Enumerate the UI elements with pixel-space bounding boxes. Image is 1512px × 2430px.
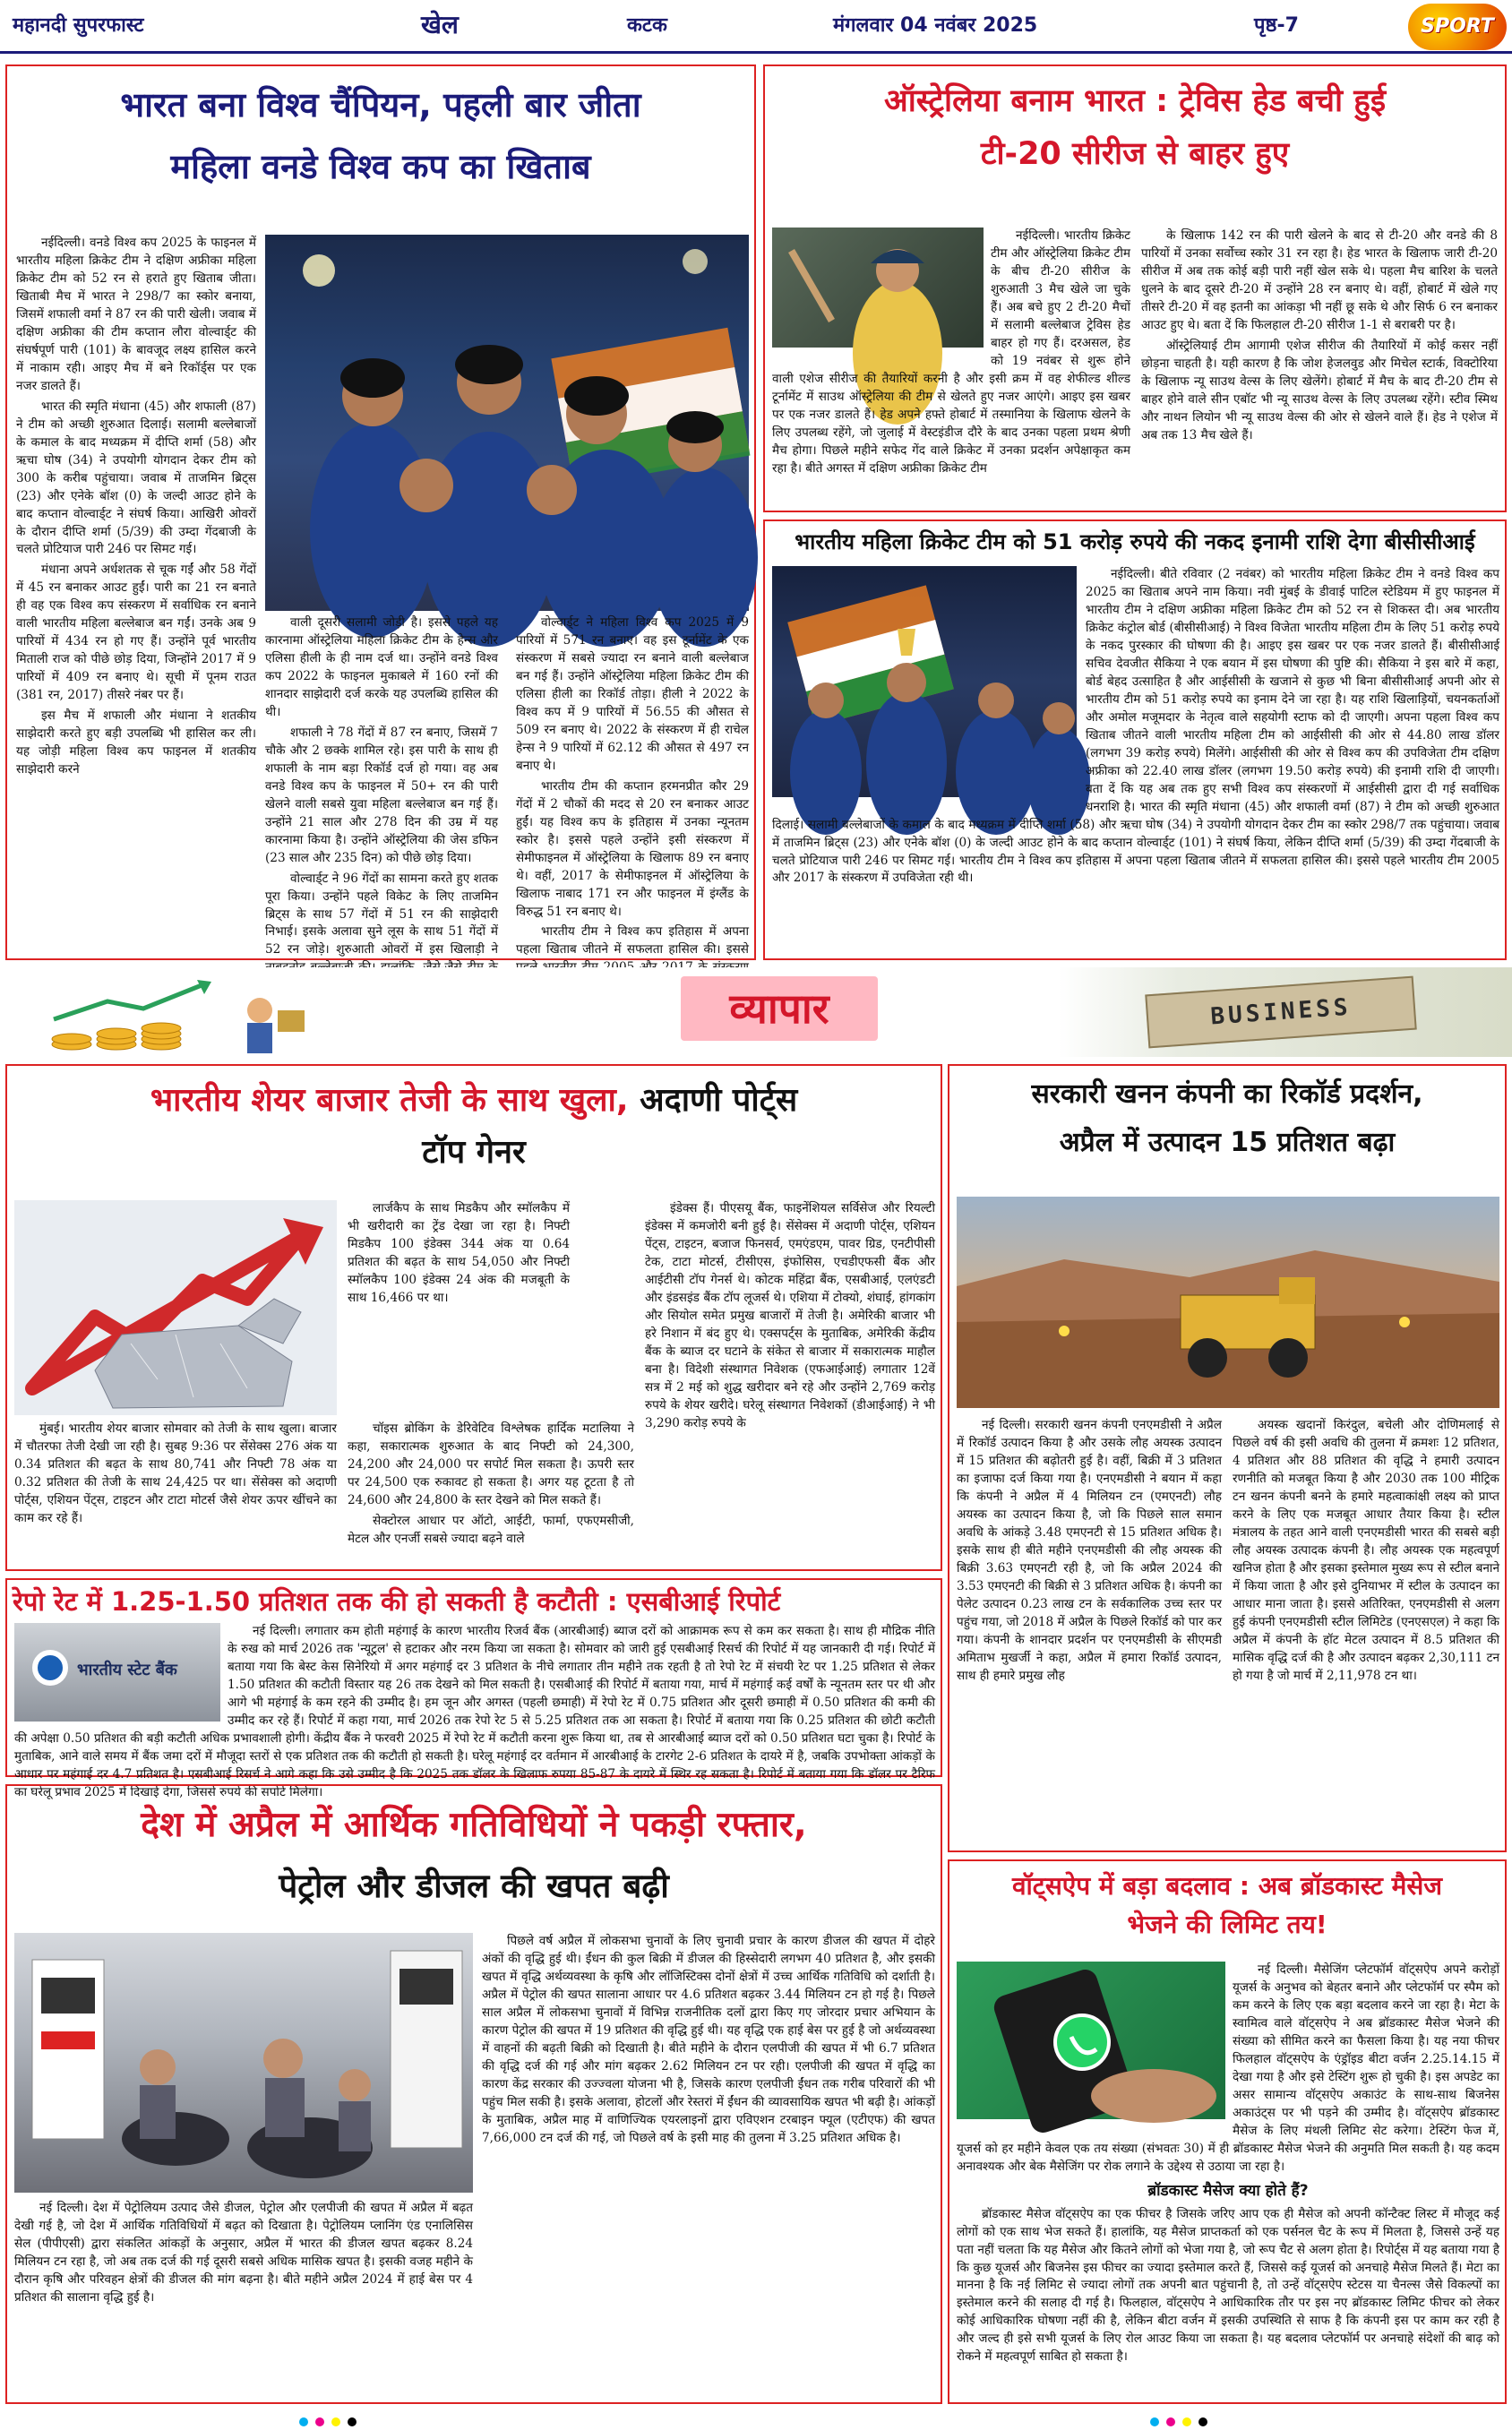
petrol-pump-photo [14,1933,473,2193]
color-dots-right [1147,2413,1211,2430]
article-column-2 [1233,1417,1499,1847]
article-column-1 [14,1421,337,1567]
para: भारत की स्मृति मंधाना (45) और शफाली (87) ने टीम को अच्छी शुरुआत दिलाई। सलामी बल्लेबाजों के कमाल के बाद मध्यक्रम में दीप्ति शर्मा (58) और ऋचा घोष (34) ने उपयोगी योगदान देकर टीम को 300 के करीब पहुंचाया। जवाब में ताजमिन ब्रिट्स (23) और एनेके बॉश (0) के जल्दी आउट होने के बाद कप्तान वोल्वार्ड्ट ने संघर्ष किया। आखिरी ओवरों के दौरान दीप्ति शर्मा (5/39) की उम्दा गेंदबाजी के चलते प्रोटियाज पारी 246 पर सिमट गई। [16,399,256,557]
para: नईदिल्ली। भारतीय क्रिकेट टीम और ऑस्ट्रेलिया क्रिकेट टीम के बीच टी-20 सीरीज के शुरुआती 3 मैच खेले जा चुके हैं। अब बचे हुए 2 टी-20 मैचों में सलामी बल्लेबाज ट्रेविस हेड बाहर हो गए हैं। दरअसल, हेड को 19 नवंबर से शुरू होने वाली एशेज सीरीज की तैयारियों करनी है और इसी क्रम में वह शेफील्ड शील्ड टूर्नामेंट में साउथ ऑस्ट्रेलिया की टीम से खेलते हुए नजर आएंगे। आइए इस खबर पर एक नजर डालते हैं। हेड अपने हफ्ते होबार्ट में तस्मानिया के खिलाफ खेलने के लिए उपलब्ध रहेंगे, जो जुलाई में वेस्टइंडीज दौरे के बाद उनका पहला प्रथम श्रेणी मैच होगा। पिछले महीने सफेद गेंद वाले क्रिकेट में उनका प्रदर्शन अपेक्षाकृत कम रहा है। बीते अगस्त में दक्षिण अफ्रीका क्रिकेट टीम [772,228,1130,476]
article-column-2 [348,1421,634,1567]
para: भारतीय टीम की कप्तान हरमनप्रीत कौर 29 गेंदों में 2 चौकों की मदद से 20 रन बनाकर आउट हुईं। यह विश्व कप के इतिहास में उनका न्यूनतम स्कोर है। इससे पहले उन्होंने इसी संस्करण में सेमीफाइनल में ऑस्ट्रेलिया के खिलाफ 89 रन बनाए थे। वहीं, 2017 के सेमीफाइनल में ऑस्ट्रेलिया के खिलाफ नाबाद 171 रन और फाइनल में इंग्लैंड के विरुद्ध 51 रन बनाए थे। [516,778,749,919]
article-share-market [5,1064,942,1571]
article-title-line2: पेट्रोल और डीजल की खपत बढ़ी [279,1866,669,1905]
photo-graphic [14,1933,473,2193]
paper-name: महानदी सुपरफास्ट [13,14,144,37]
article-repo-rate [5,1578,942,1799]
para: नईदिल्ली। वनडे विश्व कप 2025 के फाइनल में भारतीय महिला क्रिकेट टीम ने दक्षिण अफ्रीका महिला क्रिकेट टीम को 52 रन से हराते हुए खिताब जीता। खिताबी मैच में भारत ने 298/7 का स्कोर बनाया, जिसमें शफाली वर्मा ने 87 रन की पारी खेली। जवाब में दक्षिण अफ्रीका की टीम कप्तान लौरा वोल्वार्ड्ट की संघर्षपूर्ण पारी (101) के बावजूद लक्ष्य हासिल करने में नाकाम रही। आइए मैच में बने रिकॉर्ड्स पर एक नजर डालते हैं। [16,236,256,393]
article-fuel-demand [5,1784,942,2404]
bull-market-photo [14,1200,337,1415]
para: वोल्वार्ड्ट ने महिला विश्व कप 2025 में 9 पारियों में 571 रन बनाए। वह इस टूर्नामेंट के एक संस्करण में सबसे ज्यादा रन बनाने वाली बल्लेबाज बन गई हैं। उन्होंने ऑस्ट्रेलिया महिला क्रिकेट टीम की एलिसा हीली का रिकॉर्ड तोड़ा। हीली ने 2022 के विश्व कप में 9 पारियों में 56.55 की औसत से 509 रन बनाए थे। 2022 के संस्करण में ही राचेल हेन्स ने 9 पारियों में 62.12 की औसत से 497 रन बनाए थे। [516,615,749,773]
subheading: ब्रॉडकास्ट मैसेज क्या होते हैं? [1147,2181,1309,2200]
para: वोल्वार्ड्ट ने 96 गेंदों का सामना करते हुए शतक पूरा किया। उन्होंने पहले विकेट के लिए ताजमिन ब्रिट्स के साथ 57 गेंदों में 51 रन की साझेदारी निभाई। इसके अलावा सुने लूस के साथ 51 गेंदों में 52 रन जोड़े। शुरुआती ओवरों में इस खिलाड़ी ने [265,871,498,957]
article-title: रेपो रेट में 1.25-1.50 प्रतिशत तक की हो सकती है कटौती : एसबीआई रिपोर्ट [13,1586,781,1617]
article-title-line1: देश में अप्रैल में आर्थिक गतिविधियों ने पकड़ी रफ्तार, [141,1805,807,1845]
para: नईदिल्ली। बीते रविवार (2 नवंबर) को भारतीय महिला क्रिकेट टीम ने वनडे विश्व कप 2025 का खिताब अपने नाम किया। नवी मुंबई के डीवाई पाटिल स्टेडियम में हुए फाइनल में भारतीय टीम ने दक्षिण अफ्रीका महिला क्रिकेट टीम को 52 रन से शिकस्त दी। अब भारतीय क्रिकेट कंट्रोल बोर्ड (बीसीसीआई) ने विश्व विजेता भारतीय महिला टीम के लिए 51 करोड़ रुपये के नकद पुरस्कार की घोषणा की है। आइए इस खबर पर एक नजर डालते हैं। बीसीसीआई सचिव देवजीत सैकिया ने एक बयान में इस घोषणा की पुष्टि की। सैकिया ने इस बारे में कहा, बोर्ड बेहद उत्साहित है और आईसीसी के खजाने से कुछ भी बिना बीसीसीआई अपनी ओर से भारतीय टीम को 51 करोड़ रुपये का इनाम देने जा रहा है। यह राशि खिलाड़ियों, चयनकर्ताओं और अमोल मजूमदार के नेतृत्व वाले सहयोगी स्टाफ को दी जाएगी। अपना पहला विश्व कप खिताब जीतने वाली भारतीय महिला टीम को आईसीसी की ओर से 44.80 लाख डॉलर (लगभग 39 करोड़ रुपये) मिलेंगे। आईसीसी की ओर से विश्व कप की उपविजेता टीम दक्षिण अफ्रीका को 22.40 लाख डॉलर (लगभग 19.50 करोड़ रुपये) की इनामी राशि दी जाएगी। बता दें कि यह अब तक हुए सभी विश्व कप संस्करणों में आईसीसी द्वारा दी गई सर्वाधिक धनराशि है। भारत की स्मृति मंधाना (45) और शफाली वर्मा (87) ने टीम को अच्छी शुरुआत दिलाई। सलामी बल्लेबाजों के कमाल के बाद मध्यक्रम में दीप्ति शर्मा (58) और ऋचा घोष (34) ने उपयोगी योगदान देकर टीम का स्कोर 298/7 तक पहुंचाया। जवाब में ताजमिन ब्रिट्स (23) और एनेके बॉश (0) के जल्दी आउट होने के बाद कप्तान वोल्वार्ड्ट (101) ने संघर्ष किया, लेकिन दीप्ति शर्मा (5/39) की उम्दा गेंदबाजी के चलते प्रोटियाज पारी 246 पर सिमट गई। भारतीय टीम ने विश्व कप इतिहास में अपना पहला खिताब जीतने में सफलता हासिल की। इससे पहले भारतीय टीम 2005 और 2017 के संस्करण में उपविजेता रही थी। [772,567,1499,886]
issue-date: मंगलवार 04 नवंबर 2025 [833,14,1038,37]
article-body [772,566,1499,955]
article-whatsapp [948,1859,1507,2404]
article-nmdc-mining [948,1064,1507,1852]
para: नई दिल्ली। देश में पेट्रोलियम उत्पाद जैसे डीजल, पेट्रोल और एलपीजी की खपत में अप्रैल में बढ़त देखी गई है, जो देश में आर्थिक गतिविधियों में बढ़त को दिखाता है। पेट्रोलियम प्लानिंग एंड एनालिसिस सेल (पीपीएसी) द्वारा संकलित आंकड़ों के अनुसार, अप्रैल में भारत की डीजल खपत बढ़कर 8.24 मिलियन टन रहा है, जो अब तक दर्ज की गई दूसरी सबसे अधिक मासिक खपत है। इसकी वजह महीने के दौरान कृषि और परिवहन क्षेत्रों की डीजल की मांग बढ़ना है। बीते महीने अप्रैल 2024 में हाई बेस पर 4 प्रतिशत की सालाना वृद्धि हुई है। [14,2201,473,2305]
photo-graphic [14,1200,337,1415]
para: नई दिल्ली। सरकारी खनन कंपनी एनएमडीसी ने अप्रैल में रिकॉर्ड उत्पादन किया है और उसके लौह अयस्क उत्पादन में 15 प्रतिशत की बढ़ोतरी हुई है। वहीं, बिक्री में 3 प्रतिशत का इजाफा दर्ज किया गया है। एनएमडीसी ने बयान में कहा कि कंपनी ने अप्रैल में 4 मिलियन टन (एमएनटी) लौह अयस्क का उत्पादन किया है, जो कि पिछले साल समान अवधि के आंकड़े 3.48 एमएनटी से 15 प्रतिशत अधिक है। इसके साथ ही बीते महीने एनएमडीसी की लौह अयस्क की बिक्री 3.63 एमएनटी रही है, जो कि अप्रैल 2024 की 3.53 एमएनटी की बिक्री से 3 प्रतिशत अधिक है। कंपनी का पेलेट उत्पादन 0.23 लाख टन के सर्वकालिक उच्च स्तर पर पहुंच गया, जो 2018 में अप्रैल के पिछले रिकॉर्ड को पार कर गया। कंपनी के शानदार प्रदर्शन पर एनएमडीसी के सीएमडी अमिताभ मुखर्जी ने कहा, अप्रैल में हमारा रिकॉर्ड उत्पादन, साथ ही हमारे प्रमुख लौह [957,1418,1222,1683]
article-title-line1: सरकारी खनन कंपनी का रिकॉर्ड प्रदर्शन, [1031,1078,1423,1110]
article-title-line1: वॉट्सऐप में बड़ा बदलाव : अब ब्रॉडकास्ट मैसेज [1011,1871,1443,1901]
article-column-3 [645,1200,935,1567]
article-world-cup [5,64,756,960]
para: वाली दूसरी सलामी जोड़ी है। इससे पहले यह कारनामा ऑस्ट्रेलिया महिला क्रिकेट टीम के हेन्स और एलिसा हीली के ही नाम दर्ज था। उन्होंने वनडे विश्व कप 2022 के फाइनल मुकाबले में 160 रनों की शानदार साझेदारी दर्ज करके यह उपलब्धि हासिल की थी। [265,615,498,719]
para: इस मैच में शफाली और मंधाना ने शतकीय साझेदारी करते हुए बड़ी उपलब्धि भी हासिल कर ली। यह जोड़ी महिला विश्व कप फाइनल में शतकीय साझेदारी करने [16,708,256,777]
article-bcci-prize [763,519,1507,960]
business-banner [0,967,1512,1057]
para: शफाली ने 78 गेंदों में 87 रन बनाए, जिसमें 7 चौके और 2 छक्के शामिल रहे। इस पारी के साथ ही शफाली के नाम बड़ा रिकॉर्ड दर्ज हो गया। वह अब वनडे विश्व कप के फाइनल में 50+ रन की पारी खेलने वाली सबसे युवा महिला बल्लेबाज बन गई हैं। उन्होंने 21 साल और 278 दिन की उम्र में यह कारनामा किया है। उन्होंने ऑस्ट्रेलिया की जेस डफिन (23 साल और 235 दिन) को पीछे छोड़ दिया। [265,725,498,865]
city-name: कटक [627,14,667,37]
photo-spacer [772,566,1086,801]
photo-spacer [772,228,991,353]
article-body [957,1962,1499,2400]
mining-truck-photo [957,1197,1499,1408]
photo-spacer [14,1623,228,1725]
business-sign-text: BUSINESS [1209,993,1353,1031]
para: मुंबई। भारतीय शेयर बाजार सोमवार को तेजी के साथ खुला। बाजार में चौतरफा तेजी देखी जा रही है। सुबह 9:36 पर सेंसेक्स 276 अंक या 0.34 प्रतिशत की बढ़त के साथ 80,741 और निफ्टी 78 अंक या 0.32 प्रतिशत की तेजी के साथ 24,425 पर था। सेंसेक्स को अदाणी पोर्ट्स, एशियन पेंट्स, टाइटन और टाटा मोटर्स जैसे शेयर ऊपर खींचने का काम कर रहे हैं। [14,1421,337,1525]
article-column-2 [265,614,498,955]
article-title-line1: भारत बना विश्व चैंपियन, पहली बार जीता [120,85,641,125]
title-part-black: अदाणी पोर्ट्स [640,1082,798,1119]
para: नई दिल्ली। लगातार कम होती महंगाई के कारण भारतीय रिजर्व बैंक (आरबीआई) ब्याज दरों को आक्रामक रूप से कम कर सकता है। साथ ही मौद्रिक नीति के रुख को मार्च 2026 तक 'न्यूट्रल' से हटाकर और नरम किया जा सकता है। सोमवार को जारी हुई एसबीआई रिसर्च की रिपोर्ट में यह जानकारी दी गई। रिपोर्ट में बताया गया कि बेस्ट केस सिनेरियो में अगर महंगाई दर 3 प्रतिशत के नीचे लगातार तीन महीने तक रहती है तो रेपो रेट में संचयी रेट पर 1.25 प्रतिशत से लेकर 1.50 प्रतिशत की कटौती विस्तार यह 26 तक देखने को मिल सकती है। एसबीआई की रिपोर्ट में बताया गया, मार्च में महंगाई कई वर्षों के न्यूनतम स्तर पर थी और आगे भी महंगाई के कम रहने की उम्मीद है। हम जून और अगस्त (पहली छमाही) में रेपो रेट में 0.75 प्रतिशत और दूसरी छमाही में 0.50 प्रतिशत की कमी की उम्मीद कर रहे हैं। रिपोर्ट में कहा गया, मार्च 2026 तक रेपो रेट 5 से 5.25 प्रतिशत तक आ सकता है। रिपोर्ट में बताया गया कि 0.25 प्रतिशत की छोटी कटौती की अपेक्षा 0.50 प्रतिशत की बड़ी कटौती अधिक प्रभावशाली होगी। केंद्रीय बैंक ने फरवरी 2025 में रेपो रेट में कटौती करना शुरू किया था, तब से आरबीआई ब्याज दरों को 0.50 प्रतिशत घटा चुका है। रिपोर्ट के मुताबिक, आने वाले समय में बैंक जमा दरों में मौजूदा स्तरों से एक प्रतिशत तक की कटौती हो सकती है। घरेलू महंगाई दर वर्तमान में आरबीआई के टारगेट 2-6 प्रतिशत के दायरे में है, जबकि उपभोक्ता आंकड़ों के आधार पर महंगाई दर 4.7 प्रतिशत है। एसबीआई रिसर्च ने आगे कहा कि उसे उम्मीद है कि 2025 तक डॉलर के खिलाफ रुपया 85-87 के दायरे में स्थिर रह सकता है। रिपोर्ट में बताया गया कि डॉलर पर टैरिफ का घरेलू प्रभाव 2025 में दिखाई देगा, जिससे रुपये की सपोर्ट मिलेगा। [14,1624,936,1799]
photo-graphic [957,1197,1499,1408]
article-body [14,1623,936,1799]
article-title-line1 [7,1077,941,1121]
page-header [0,0,1512,54]
article-title: भारतीय महिला क्रिकेट टीम को 51 करोड़ रुपये की नकद इनामी राशि देगा बीसीसीआई [795,529,1475,554]
photo-graphic [265,235,749,611]
sbi-board-text: भारतीय स्टेट बैंक [77,1661,177,1679]
article-column-2 [1141,228,1498,505]
article-column-1 [772,228,1130,505]
article-column-1 [957,1417,1222,1847]
title-part-red: भारतीय शेयर बाजार तेजी के साथ खुला, [150,1082,629,1119]
article-column-1 [16,235,256,951]
article-travis-head [763,64,1507,512]
registration-marks [0,2408,1512,2429]
article-title-line2: महिला वनडे विश्व कप का खिताब [170,147,591,187]
para: ऑस्ट्रेलियाई टीम आगामी एशेज सीरीज की तैयारियों में कोई कसर नहीं छोड़ना चाहती है। यही कारण है कि जोश हेजलवुड और मिचेल स्टार्क, विक्टोरिया के खिलाफ न्यू साउथ वेल्स के लिए खेलेंगे। होबार्ट में मैच के बाद टी-20 टीम से बाहर होने वाले सीन एबॉट भी न्यू साउथ वेल्स के लिए उपलब्ध रहेंगे। स्टीव स्मिथ और नाथन लियोन भी न्यू साउथ वेल्स की ओर से खेलने वाले हैं। हेड ने एशेज में अब तक 13 मैच खेले हैं। [1141,338,1498,442]
color-dots-left [296,2413,360,2430]
article-title-line2: भेजने की लिमिट तय! [1127,1909,1327,1939]
para: पिछले वर्ष अप्रैल में लोकसभा चुनावों के लिए चुनावी प्रचार के कारण डीजल की खपत में दोहरे अंकों की वृद्धि हुई थी। ईंधन की कुल बिक्री में डीजल की हिस्सेदारी लगभग 40 प्रतिशत है, और इसकी खपत में वृद्धि अर्थव्यवस्था के कृषि और लॉजिस्टिक्स दोनों क्षेत्रों में उच्च आर्थिक गतिविधि को दर्शाती है। अप्रैल में पेट्रोल की खपत सालाना आधार पर 4.6 प्रतिशत बढ़कर 3.44 मिलियन टन हो गई है। पिछले साल अप्रैल में लोकसभा चुनावों में विभिन्न राजनीतिक दलों द्वारा किए गए जोरदार प्रचार अभियान के कारण पेट्रोल की खपत में 19 प्रतिशत की वृद्धि हुई थी। यह वृद्धि एक हाई बेस पर हुई है जो अर्थव्यवस्था में वाहनों की बढ़ती बिक्री को दिखाती है। बीते महीने के दौरान एलपीजी की खपत में भी 6.7 प्रतिशत की वृद्धि दर्ज की गई और मांग बढ़कर 2.62 मिलियन टन पर रही। एलपीजी की खपत में वृद्धि का कारण केंद्र सरकार की उज्ज्वला योजना भी है, जिसके कारण एलपीजी ईंधन तक गरीब परिवारों की भी पहुंच मिल सकी है। इसके अलावा, होटलों और रेस्तरां में ईंधन की व्यावसायिक खपत भी बढ़ी है। आंकड़ों के मुताबिक, अप्रैल माह में वाणिज्यिक एयरलाइनों द्वारा एविएशन टरबाइन फ्यूल (एटीएफ) की खपत 7,66,000 टन दर्ज की गई, जो पिछले वर्ष के इसी माह की तुलना में 3.25 प्रतिशत अधिक है। [482,1934,936,2145]
section-name: खेल [421,10,459,39]
article-title-line2: टी-20 सीरीज से बाहर हुए [980,135,1290,172]
article-title-line2: अप्रैल में उत्पादन 15 प्रतिशत बढ़ा [1059,1126,1396,1158]
para: लार्जकैप के साथ मिडकैप और स्मॉलकैप में भी खरीदारी का ट्रेंड देखा जा रहा है। निफ्टी मिडकैप 100 इंडेक्स 344 अंक या 0.64 प्रतिशत की बढ़त के साथ 54,050 और निफ्टी स्मॉलकैप 100 इंडेक्स 24 अंक की मजबूती के साथ 16,466 पर था। [348,1201,570,1305]
para: नई दिल्ली। मैसेजिंग प्लेटफॉर्म वॉट्सऐप अपने करोड़ों यूजर्स के अनुभव को बेहतर बनाने और प्लेटफॉर्म पर स्पैम को कम करने के लिए एक बड़ा बदलाव करने जा रहा है। मेटा के स्वामित्व वाले वॉट्सऐप ने अब ब्रॉडकास्ट मैसेज भेजने की संख्या को सीमित करने का फैसला किया है। यह नया फीचर फिलहाल वॉट्सऐप के एंड्रॉइड बीटा वर्जन 2.25.14.15 में देखा गया है और इसे टेस्टिंग शुरू हो चुकी है। इस अपडेट का असर सामान्य वॉट्सऐप अकाउंट के साथ-साथ बिजनेस अकाउंट्स पर भी पड़ने की उम्मीद है। वॉट्सऐप ब्रॉडकास्ट मैसेज के लिए मंथली लिमिट सेट करेगा। टेस्टिंग फेज में, यूजर्स को हर महीने केवल एक तय संख्या (संभवतः 30) में ही ब्रॉडकास्ट मैसेज भेजने की अनुमति मिल सकती है। यह कदम अनावश्यक और बेक मैसेजिंग पर रोक लगाने के उद्देश्य से उठाया जा रहा है। [957,1962,1499,2174]
article-column-2 [482,1933,935,2399]
article-title-line2: टॉप गेनर [422,1134,526,1171]
para: ब्रॉडकास्ट मैसेज वॉट्सऐप का एक फीचर है जिसके जरिए आप एक ही मैसेज को अपनी कॉन्टैक्ट लिस्ट में मौजूद कई लोगों को एक साथ भेज सकते हैं। हालांकि, यह मैसेज प्राप्तकर्ता को एक पर्सनल चैट के रूप में मिलता है, जिससे उन्हें यह पता नहीं चलता कि यह मैसेज और कितने लोगों को भेजा गया है, जो रूप चैट से अलग होता है। रिपोर्ट्स में यह बताया गया है कि कुछ यूजर्स और बिजनेस इस फीचर का ज्यादा इस्तेमाल करते हैं, जिससे कई यूजर्स को अनचाहे मैसेज मिलते हैं। मेटा का मानना है कि नई लिमिट से ज्यादा लोगों तक अपनी बात पहुंचानी है, तो उन्हें वॉट्सऐप स्टेटस या चैनल्स जैसे विकल्पों का इस्तेमाल करने की सलाह दी गई है। फिलहाल, वॉट्सऐप ने आधिकारिक तौर पर इस नए ब्रॉडकास्ट लिमिट फीचर को लेकर कोई आधिकारिक घोषणा नहीं की है, लेकिन बीटा वर्जन में इसकी उपस्थिति से साफ है कि कंपनी इस पर काम कर रही है और जल्द ही इसे सभी यूजर्स के लिए रोल आउट किया जा सकता है। यह बदलाव प्लेटफॉर्म पर अनचाहे संदेशों की बाढ़ को रोकने में महत्वपूर्ण साबित हो सकता है। [957,2206,1499,2365]
para: सेक्टोरल आधार पर ऑटो, आईटी, फार्मा, एफएमसीजी, मेटल और एनर्जी सबसे ज्यादा बढ़ने वाले [348,1513,634,1546]
page-number: पृष्ठ-7 [1254,14,1299,37]
para: इंडेक्स हैं। पीएसयू बैंक, फाइनेंशियल सर्विसेज और रियल्टी इंडेक्स में कमजोरी बनी हुई है। सेंसेक्स में अदाणी पोर्ट्स, एशियन पेंट्स, टाइटन, बजाज फिनसर्व, एमएंडएम, पावर ग्रिड, एनटीपीसी टेक, टाटा मोटर्स, टीसीएस, इंफोसिस, एचडीएफसी बैंक और आईटीसी टॉप गेनर्स थे। कोटक महिंद्रा बैंक, एसबीआई, एलएंडटी और इंडसइंड बैंक टॉप लूजर्स थे। एशिया में टोक्यो, शंघाई, हांगकांग और सियोल समेत प्रमुख बाजारों में तेजी है। अमेरिकी बाजार भी हरे निशान में बंद हुए थे। एक्सपर्ट्स के मुताबिक, अमेरिकी केंद्रीय बैंक के ब्याज दर घटाने के संकेत से बाजार में सकारात्मक माहौल बना है। विदेशी संस्थागत निवेशक (एफआईआई) लगातार 12वें सत्र में 2 मई को शुद्ध खरीदार बने रहे और उन्होंने 2,769 करोड़ रुपये के शेयर खरीदे। घरेलू संस्थागत निवेशकों (डीआईआई) ने भी 3,290 करोड़ रुपये के [645,1201,935,1430]
photo-spacer [957,1962,1233,2126]
sport-logo: SPORT [1408,4,1507,50]
banner-title: व्यापार [729,984,829,1033]
coins-growth-icon [36,975,331,1055]
banner-title-box [681,976,878,1041]
article-title-line1: ऑस्ट्रेलिया बनाम भारत : ट्रेविस हेड बची हुई [883,83,1387,119]
team-celebration-photo [265,235,749,611]
para: चॉइस ब्रोकिंग के डेरिवेटिव विश्लेषक हार्दिक मटालिया ने कहा, सकारात्मक शुरुआत के बाद निफ्टी को 24,300, 24,200 और 24,000 पर सपोर्ट मिल सकता है। ऊपरी स्तर पर 24,500 एक रुकावट हो सकता है। अगर यह टूटता है तो 24,600 और 24,800 के स्तर देखने को मिल सकते हैं। [348,1421,634,1507]
para: के खिलाफ 142 रन की पारी खेलने के बाद से टी-20 और वनडे की 8 पारियों में उनका सर्वोच्च स्कोर 31 रन रहा है। हेड भारत के खिलाफ जारी टी-20 सीरीज में अब तक कोई बड़ी पारी नहीं खेल सके थे। पहला मैच बारिश के चलते धुलने के बाद दूसरे टी-20 में उन्होंने 28 रन बनाए थे। वहीं, होबार्ट में खेले गए तीसरे टी-20 में वह इतनी का आंकड़ा भी नहीं छू सके थे और सिर्फ 6 रन बनाकर आउट हुए थे। बता दें कि फिलहाल टी-20 सीरीज 1-1 से बराबरी पर है। [1141,228,1498,332]
article-column-1 [14,2200,473,2399]
para: अयस्क खदानों किरंदुल, बचेली और दोणिमलाई से पिछले वर्ष की इसी अवधि की तुलना में क्रमशः 12 प्रतिशत, 4 प्रतिशत और 88 प्रतिशत की वृद्धि ने हमारी उत्पादन रणनीति को मजबूत किया है और 2030 तक 100 मीट्रिक टन खनन कंपनी बनने के हमारे महत्वाकांक्षी लक्ष्य को प्राप्त करने के लिए एक मजबूत आधार तैयार किया है। स्टील मंत्रालय के तहत आने वाली एनएमडीसी भारत की सबसे बड़ी लौह अयस्क उत्पादक कंपनी है। लौह अयस्क एक महत्वपूर्ण खनिज होता है और इसका इस्तेमाल मुख्य रूप से स्टील बनाने में किया जाता है और इसे दुनियाभर में स्टील के उत्पादन का आधार माना जाता है। इससे अतिरिक्त, एनएमडीसी से अलग हुई कंपनी एनएमडीसी स्टील लिमिटेड (एनएसएल) ने कहा कि अप्रैल में कंपनी के हॉट मेटल उत्पादन में 8.5 प्रतिशत की मासिक वृद्धि दर्ज की है और उत्पादन बढ़कर 2,30,111 टन हो गया है जो मार्च में 2,11,978 टन था। [1233,1418,1499,1683]
article-column-3 [516,614,749,955]
para: भारतीय टीम ने विश्व कप इतिहास में अपना पहला खिताब जीतने में सफलता हासिल की। इससे [516,924,749,957]
para: मंधाना अपने अर्धशतक से चूक गईं और 58 गेंदों में 45 रन बनाकर आउट हुईं। पारी का 21 रन बनाते ही वह एक विश्व कप संस्करण में सर्वाधिक रन बनाने वाली भारतीय महिला बल्लेबाज बन गईं। उनके अब 9 पारियों में 434 रन हो गए हैं। उन्होंने पूर्व भारतीय मिताली राज को पीछे छोड़ दिया, जिन्होंने 2017 में 9 पारियों में 409 रन बनाए थे। सूची में पूनम राउत (381 रन, 2017) तीसरे नंबर पर हैं। [16,562,256,703]
article-column-intro [348,1200,570,1415]
